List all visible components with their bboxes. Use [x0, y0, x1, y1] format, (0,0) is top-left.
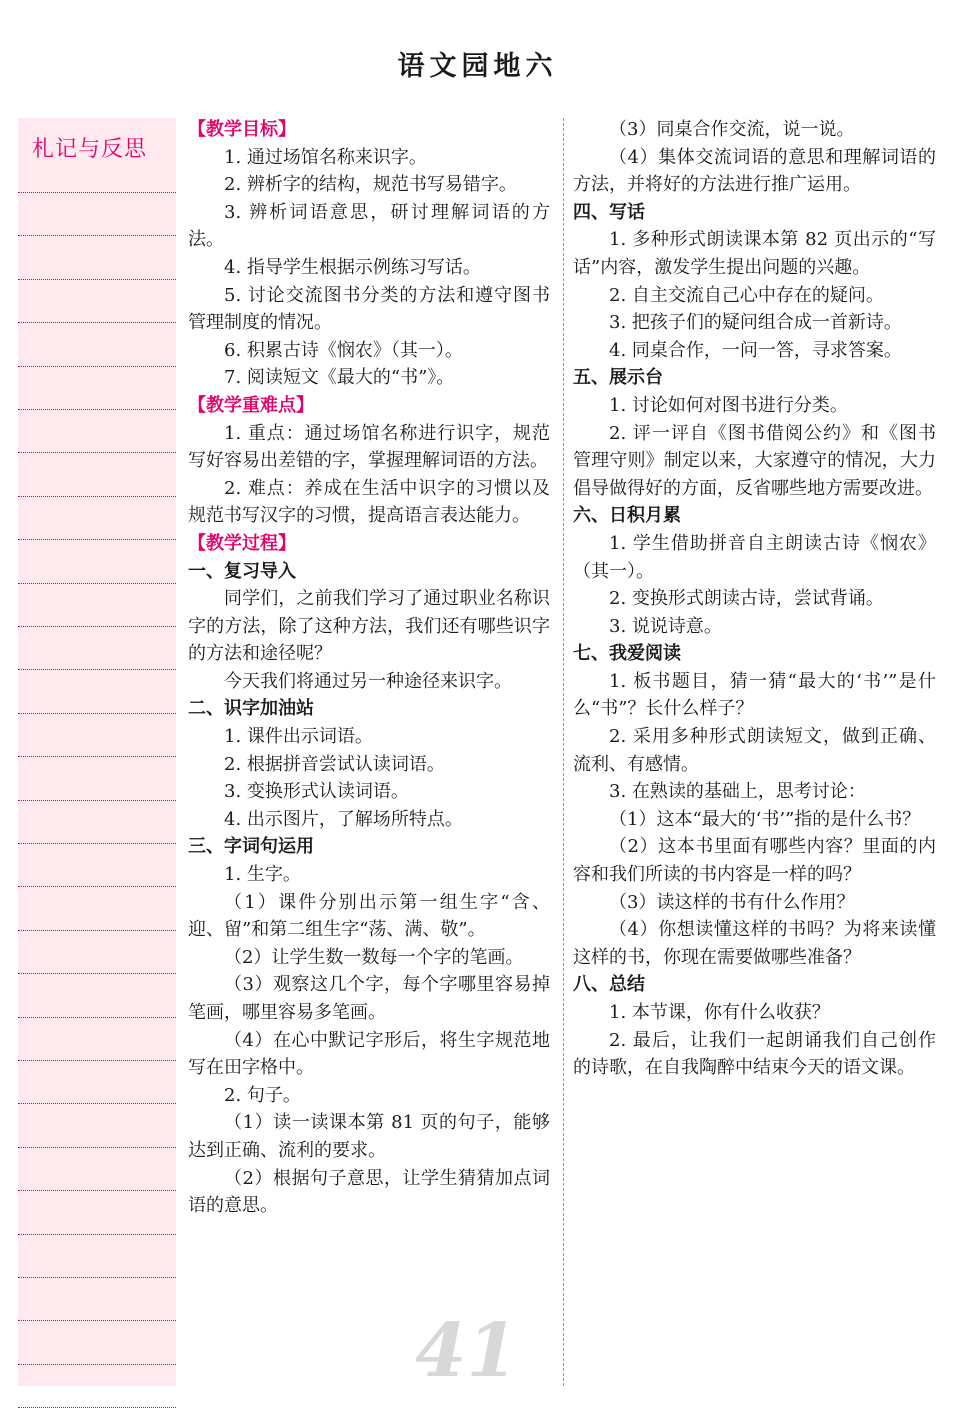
paragraph: 3. 说说诗意。 [609, 615, 722, 637]
section-heading: 五、展示台 [573, 367, 663, 389]
note-line [18, 886, 176, 887]
note-line [18, 409, 176, 410]
section-heading: 八、总结 [573, 974, 645, 996]
section-heading: 三、字词句运用 [188, 836, 314, 858]
paragraph: 2. 评一评自《图书借阅公约》和《图书管理守则》制定以来，大家遵守的情况，大力倡导做得好的方面，反省哪些地方需要改进。 [573, 422, 936, 499]
page-title: 语文园地六 [397, 51, 558, 82]
paragraph: 1. 板书题目，猜一猜“最大的‘书’”是什么“书”？长什么样子？ [573, 670, 936, 720]
section-heading: 二、识字加油站 [188, 698, 314, 720]
paragraph: （1）这本“最大的‘书’”指的是什么书？ [609, 808, 921, 830]
note-line [18, 583, 176, 584]
paragraph: （3）读这样的书有什么作用？ [609, 891, 855, 913]
note-line [18, 1190, 176, 1191]
paragraph: 1. 多种形式朗读课本第 82 页出示的“写话”内容，激发学生提出问题的兴趣。 [573, 229, 936, 278]
section-tag: 【教学重难点】 [188, 394, 314, 416]
paragraph: 1. 通过场馆名称来识字。 [224, 146, 427, 168]
note-line [18, 800, 176, 801]
paragraph: 6. 积累古诗《悯农》（其一）。 [224, 339, 463, 361]
note-line [18, 366, 176, 367]
paragraph: （4）集体交流词语的意思和理解词语的方法，并将好的方法进行推广运用。 [573, 146, 936, 196]
paragraph: （1）课件分别出示第一组生字“含、迎、留”和第二组生字“荡、满、敬”。 [188, 891, 550, 941]
paragraph: 2. 句子。 [224, 1084, 301, 1106]
note-line [18, 669, 176, 670]
paragraph: 1. 课件出示词语。 [224, 726, 373, 748]
note-line [18, 626, 176, 627]
paragraph: 2. 辨析字的结构，规范书写易错字。 [224, 174, 517, 196]
paragraph: 今天我们将通过另一种途径来识字。 [224, 670, 512, 692]
note-line [18, 539, 176, 540]
paragraph: 3. 把孩子们的疑问组合成一首新诗。 [609, 312, 902, 334]
column-divider [563, 118, 564, 1386]
note-line [18, 235, 176, 236]
section-heading: 一、复习导入 [188, 560, 296, 582]
paragraph: 2. 根据拼音尝试认读词语。 [224, 753, 445, 775]
paragraph: （1）读一读课本第 81 页的句子，能够达到正确、流利的要求。 [188, 1112, 550, 1161]
note-line [18, 1277, 176, 1278]
paragraph: 同学们，之前我们学习了通过职业名称识字的方法，除了这种方法，我们还有哪些识字的方法和途径呢？ [188, 588, 550, 665]
paragraph: 1. 重点：通过场馆名称进行识字，规范写好容易出差错的字，掌握理解词语的方法。 [188, 422, 550, 472]
section-heading: 四、写话 [573, 201, 645, 223]
paragraph: 1. 学生借助拼音自主朗读古诗《悯农》（其一）。 [573, 532, 936, 582]
paragraph: （2）让学生数一数每一个字的笔画。 [224, 946, 524, 968]
paragraph: （2）根据句子意思，让学生猜猜加点词语的意思。 [188, 1167, 550, 1217]
paragraph: 1. 讨论如何对图书进行分类。 [609, 394, 848, 416]
left-column [188, 116, 550, 1220]
paragraph: 2. 最后，让我们一起朗诵我们自己创作的诗歌，在自我陶醉中结束今天的语文课。 [573, 1029, 936, 1079]
paragraph: 2. 自主交流自己心中存在的疑问。 [609, 284, 884, 306]
paragraph: （2）这本书里面有哪些内容？里面的内容和我们所读的书内容是一样的吗？ [573, 836, 936, 886]
paragraph: 4. 出示图片，了解场所特点。 [224, 808, 463, 830]
note-line [18, 1017, 176, 1018]
note-line [18, 452, 176, 453]
sidebar-title: 札记与反思 [32, 137, 148, 162]
note-line [18, 973, 176, 974]
note-line [18, 1060, 176, 1061]
section-heading: 七、我爱阅读 [573, 643, 681, 665]
note-line [18, 1364, 176, 1365]
paragraph: 5. 讨论交流图书分类的方法和遵守图书管理制度的情况。 [188, 284, 550, 334]
note-line [18, 1103, 176, 1104]
note-line [18, 930, 176, 931]
paragraph: 1. 本节课，你有什么收获？ [609, 1002, 830, 1023]
section-tag: 【教学过程】 [188, 532, 296, 554]
note-line [18, 322, 176, 323]
paragraph: 2. 难点：养成在生活中识字的习惯以及规范书写汉字的习惯，提高语言表达能力。 [188, 477, 550, 527]
paragraph: （3）同桌合作交流，说一说。 [609, 119, 855, 140]
note-line [18, 496, 176, 497]
paragraph: 7. 阅读短文《最大的“书”》。 [224, 367, 455, 389]
note-line [18, 1234, 176, 1235]
note-line [18, 1147, 176, 1148]
paragraph: 2. 采用多种形式朗读短文，做到正确、流利、有感情。 [573, 726, 936, 775]
note-line [18, 1320, 176, 1321]
paragraph: 4. 同桌合作，一问一答，寻求答案。 [609, 339, 902, 361]
note-line [18, 843, 176, 844]
note-line [18, 713, 176, 714]
paragraph: （4）在心中默记字形后，将生字规范地写在田字格中。 [188, 1029, 550, 1079]
note-line [18, 1407, 176, 1408]
paragraph: 3. 辨析词语意思，研讨理解词语的方法。 [188, 201, 550, 251]
paragraph: （4）你想读懂这样的书吗？为将来读懂这样的书，你现在需要做哪些准备？ [573, 919, 936, 968]
paragraph: （3）观察这几个字，每个字哪里容易掉笔画，哪里容易多笔画。 [188, 974, 550, 1023]
paragraph: 3. 变换形式认读词语。 [224, 781, 409, 803]
note-line [18, 192, 176, 193]
paragraph: 4. 指导学生根据示例练习写话。 [224, 256, 481, 278]
note-line [18, 279, 176, 280]
right-column [573, 116, 936, 1082]
section-tag: 【教学目标】 [188, 119, 296, 140]
notes-sidebar [18, 118, 176, 1386]
note-line [18, 756, 176, 757]
section-heading: 六、日积月累 [573, 505, 681, 527]
paragraph: 3. 在熟读的基础上，思考讨论： [609, 781, 866, 803]
page-number: 41 [415, 1308, 518, 1394]
paragraph: 2. 变换形式朗读古诗，尝试背诵。 [609, 588, 884, 610]
paragraph: 1. 生字。 [224, 864, 301, 886]
